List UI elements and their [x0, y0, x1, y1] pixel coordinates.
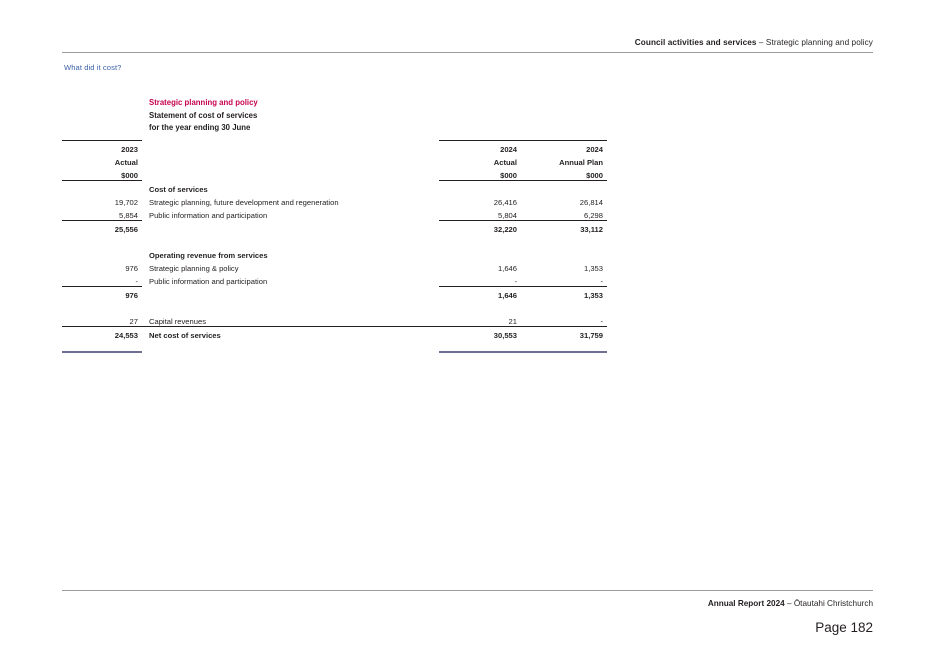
section-1-total-actual: 32,220	[439, 220, 521, 234]
page-number: Page 182	[815, 620, 873, 635]
col-header-plan-units: $000	[586, 170, 603, 180]
row-4-prev: -	[135, 276, 138, 286]
row-4-actual: -	[514, 276, 517, 286]
col-header-plan-year: 2024	[521, 140, 607, 154]
section-1-prev-blank	[62, 180, 142, 194]
table-total-row	[62, 286, 607, 300]
table-spacer-row	[62, 234, 607, 247]
table-header-row-year	[62, 140, 607, 154]
table-row	[62, 313, 607, 327]
footer-organisation: Ōtautahi Christchurch	[793, 599, 873, 608]
section-2-prev-blank	[62, 247, 142, 260]
capital-revenues-plan: -	[600, 316, 603, 326]
col-header-desc-blank-3	[142, 167, 439, 181]
net-cost-plan: 31,759	[521, 326, 607, 340]
table-row	[62, 194, 607, 207]
table-total-row	[62, 220, 607, 234]
footer-report-title: Annual Report 2024	[707, 599, 785, 608]
net-cost-actual: 30,553	[439, 326, 521, 340]
footer-divider	[62, 590, 873, 591]
row-3-label: Strategic planning & policy	[149, 263, 239, 273]
row-2-label: Public information and participation	[149, 211, 268, 221]
section-eyebrow-link[interactable]: What did it cost?	[64, 63, 122, 72]
col-header-desc-blank	[142, 140, 439, 154]
col-header-actual-basis: Actual	[493, 157, 517, 167]
net-cost-underline-desc	[142, 340, 439, 353]
cost-of-services-table	[62, 140, 607, 353]
section-1-total-plan: 33,112	[521, 220, 607, 234]
capital-revenues-label: Capital revenues	[149, 316, 206, 326]
col-header-prev-year: 2023	[62, 140, 142, 154]
row-3-actual: 1,646	[497, 263, 517, 273]
section-1-total-label	[142, 220, 439, 234]
section-heading-row	[62, 247, 607, 260]
header-section-title: Council activities and services	[634, 38, 757, 47]
header-divider	[62, 52, 873, 53]
section-2-total-plan: 1,353	[521, 286, 607, 300]
header-subsection-title: Strategic planning and policy	[765, 38, 873, 47]
statement-subtitle-line-1: Statement of cost of services	[149, 110, 258, 120]
section-2-actual-blank	[439, 247, 521, 260]
net-cost-label: Net cost of services	[142, 326, 439, 340]
net-cost-prev: 24,553	[62, 326, 142, 340]
table-header-row-basis	[62, 154, 607, 167]
section-2-total-actual: 1,646	[439, 286, 521, 300]
section-2-plan-blank	[521, 247, 607, 260]
section-1-total-prev: 25,556	[62, 220, 142, 234]
section-2-total-label	[142, 286, 439, 300]
capital-revenues-actual: 21	[508, 316, 517, 326]
col-header-actual-units: $000	[500, 170, 517, 180]
section-2-heading: Operating revenue from services	[149, 250, 268, 260]
section-heading-row	[62, 180, 607, 194]
table-row	[62, 207, 607, 221]
row-4-plan: -	[600, 276, 603, 286]
row-4-label: Public information and participation	[149, 277, 268, 287]
col-header-prev-units: $000	[121, 170, 138, 180]
table-header-row-units	[62, 167, 607, 181]
row-1-plan: 26,814	[579, 197, 603, 207]
page-footer	[62, 599, 873, 608]
statement-title-block	[149, 97, 607, 135]
footer-separator: –	[784, 599, 794, 608]
statement-of-cost-of-services	[62, 97, 607, 353]
section-2-total-prev: 976	[62, 286, 142, 300]
header-separator: –	[756, 38, 766, 47]
col-header-desc-blank-2	[142, 154, 439, 167]
net-cost-underline-prev	[62, 340, 142, 353]
net-cost-underline-row	[62, 340, 607, 353]
row-1-actual: 26,416	[493, 197, 517, 207]
table-row	[62, 260, 607, 273]
net-cost-row	[62, 326, 607, 340]
section-1-plan-blank	[521, 180, 607, 194]
row-2-prev: 5,854	[118, 210, 138, 220]
net-cost-underline-actual	[439, 340, 521, 353]
row-2-plan: 6,298	[583, 210, 603, 220]
row-1-label: Strategic planning, future development and regeneration	[149, 197, 339, 207]
col-header-plan-basis: Annual Plan	[559, 157, 603, 167]
table-spacer-row	[62, 300, 607, 313]
row-1-prev: 19,702	[114, 197, 138, 207]
statement-subtitle-line-2: for the year ending 30 June	[149, 123, 251, 133]
page-header	[62, 38, 873, 47]
section-1-actual-blank	[439, 180, 521, 194]
row-3-prev: 976	[125, 263, 138, 273]
section-1-heading: Cost of services	[149, 184, 208, 194]
col-header-actual-year: 2024	[439, 140, 521, 154]
row-3-plan: 1,353	[583, 263, 603, 273]
net-cost-underline-plan	[521, 340, 607, 353]
table-row	[62, 273, 607, 287]
row-2-actual: 5,804	[497, 210, 517, 220]
col-header-prev-basis: Actual	[114, 157, 138, 167]
statement-title: Strategic planning and policy	[149, 98, 258, 107]
capital-revenues-prev: 27	[129, 316, 138, 326]
